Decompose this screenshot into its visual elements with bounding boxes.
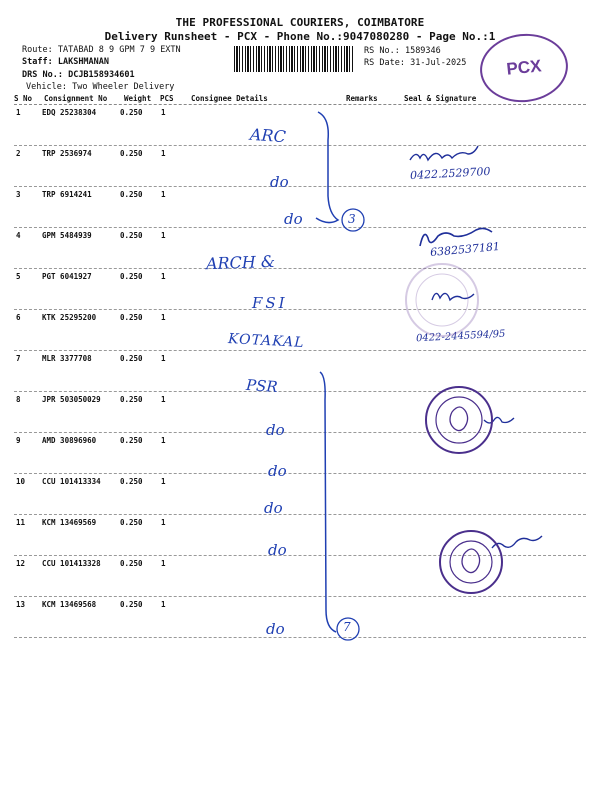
row-sno: 8 bbox=[16, 395, 21, 404]
row-pcs: 1 bbox=[161, 395, 166, 404]
col-remarks: Remarks bbox=[346, 94, 378, 103]
row-pcs: 1 bbox=[161, 518, 166, 527]
rs-date-label: RS Date: bbox=[364, 58, 405, 68]
count-circle-1 bbox=[342, 209, 364, 231]
row-pcs: 1 bbox=[161, 149, 166, 158]
row-weight: 0.250 bbox=[120, 518, 143, 527]
signature-row-8 bbox=[484, 417, 514, 423]
row-sno: 4 bbox=[16, 231, 21, 240]
row-weight: 0.250 bbox=[120, 600, 143, 609]
drs-value: DCJB158934601 bbox=[68, 70, 135, 80]
row-consignment-no: MLR 3377708 bbox=[42, 354, 92, 363]
handwritten-kotakal: KOTAKAL bbox=[227, 331, 305, 351]
row-consignment-no: AMD 30896960 bbox=[42, 436, 97, 445]
row-consignment-no: EDQ 25238304 bbox=[42, 108, 97, 117]
row-weight: 0.250 bbox=[120, 231, 143, 240]
faded-seal-1 bbox=[406, 264, 478, 336]
row-weight: 0.250 bbox=[120, 436, 143, 445]
company-seal-row-12 bbox=[440, 531, 502, 593]
vehicle-label: Vehicle: bbox=[26, 82, 67, 92]
row-consignment-no: CCU 101413334 bbox=[42, 477, 101, 486]
row-sno: 12 bbox=[16, 559, 26, 568]
company-title: THE PROFESSIONAL COURIERS, COIMBATORE bbox=[175, 16, 425, 29]
row-consignment-no: GPM 5484939 bbox=[42, 231, 92, 240]
row-pcs: 1 bbox=[161, 108, 166, 117]
handwritten-phone-2: 6382537181 bbox=[429, 239, 501, 260]
row-weight: 0.250 bbox=[120, 313, 143, 322]
row-sno: 6 bbox=[16, 313, 21, 322]
rs-no-label: RS No.: bbox=[364, 46, 400, 56]
row-weight: 0.250 bbox=[120, 108, 143, 117]
handwritten-arc: ARC bbox=[249, 124, 287, 147]
col-pcs: PCS bbox=[160, 94, 174, 103]
bracket-brace-1 bbox=[316, 112, 338, 223]
row-consignment-no: KTK 25295200 bbox=[42, 313, 97, 322]
col-weight: Weight bbox=[124, 94, 152, 103]
row-weight: 0.250 bbox=[120, 272, 143, 281]
handwritten-ditto-5: do bbox=[264, 499, 283, 517]
handwritten-psr: PSR bbox=[245, 375, 279, 397]
row-sno: 7 bbox=[16, 354, 21, 363]
row-sno: 9 bbox=[16, 436, 21, 445]
row-pcs: 1 bbox=[161, 272, 166, 281]
handwritten-arch: ARCH & bbox=[205, 251, 276, 274]
row-sno: 5 bbox=[16, 272, 21, 281]
company-seal-row-8 bbox=[426, 387, 492, 453]
route-label: Route: bbox=[22, 45, 53, 55]
route-value: TATABAD 8 9 GPM 7 9 EXTN bbox=[57, 45, 181, 55]
pcx-stamp: PCX bbox=[477, 30, 572, 107]
col-consignment: Consignment No bbox=[44, 94, 108, 103]
col-consignee: Consignee Details bbox=[191, 94, 268, 103]
row-sno: 10 bbox=[16, 477, 26, 486]
handwritten-ditto-1: do bbox=[270, 173, 289, 191]
rs-date-value: 31-Jul-2025 bbox=[410, 58, 467, 68]
row-consignment-no: TRP 2536974 bbox=[42, 149, 92, 158]
row-sno: 13 bbox=[16, 600, 26, 609]
row-pcs: 1 bbox=[161, 231, 166, 240]
handwritten-fsi: FSI bbox=[252, 294, 288, 312]
signature-row-2 bbox=[410, 146, 478, 160]
row-sno: 11 bbox=[16, 518, 26, 527]
handwritten-phone-3: 0422-2445594/95 bbox=[415, 328, 506, 345]
row-sno: 3 bbox=[16, 190, 21, 199]
handwritten-phone-1: 0422.2529700 bbox=[409, 164, 491, 183]
handwritten-ditto-7: do bbox=[266, 620, 285, 638]
row-pcs: 1 bbox=[161, 436, 166, 445]
col-seal-signature: Seal & Signature bbox=[404, 94, 477, 103]
signature-row-12 bbox=[492, 536, 542, 548]
row-consignment-no: PGT 6041927 bbox=[42, 272, 92, 281]
row-pcs: 1 bbox=[161, 477, 166, 486]
handwritten-count-2: 7 bbox=[343, 620, 351, 634]
staff-label: Staff: bbox=[22, 57, 53, 67]
row-sno: 1 bbox=[16, 108, 21, 117]
row-consignment-no: KCM 13469569 bbox=[42, 518, 97, 527]
row-pcs: 1 bbox=[161, 313, 166, 322]
handwritten-ditto-2: do bbox=[284, 210, 303, 228]
row-consignment-no: KCM 13469568 bbox=[42, 600, 97, 609]
vehicle-value: Two Wheeler Delivery bbox=[72, 82, 175, 92]
row-weight: 0.250 bbox=[120, 354, 143, 363]
rs-no-value: 1589346 bbox=[404, 46, 441, 56]
row-pcs: 1 bbox=[161, 600, 166, 609]
row-consignment-no: TRP 6914241 bbox=[42, 190, 92, 199]
row-pcs: 1 bbox=[161, 354, 166, 363]
count-circle-2 bbox=[337, 618, 359, 640]
handwritten-ditto-6: do bbox=[268, 541, 287, 559]
handwritten-ditto-3: do bbox=[266, 421, 285, 439]
row-consignment-no: JPR 503050029 bbox=[42, 395, 101, 404]
row-weight: 0.250 bbox=[120, 149, 143, 158]
row-pcs: 1 bbox=[161, 559, 166, 568]
row-weight: 0.250 bbox=[120, 395, 143, 404]
row-weight: 0.250 bbox=[120, 190, 143, 199]
bracket-line-2 bbox=[320, 372, 336, 632]
runsheet-subtitle: Delivery Runsheet - PCX - Phone No.:9047080280 - Page No.:1 bbox=[104, 30, 496, 43]
handwritten-count-1: 3 bbox=[348, 212, 356, 226]
handwritten-ditto-4: do bbox=[268, 462, 287, 480]
row-consignment-no: CCU 101413328 bbox=[42, 559, 101, 568]
row-pcs: 1 bbox=[161, 190, 166, 199]
signature-row-4 bbox=[420, 228, 492, 246]
row-weight: 0.250 bbox=[120, 477, 143, 486]
row-sno: 2 bbox=[16, 149, 21, 158]
staff-value: LAKSHMANAN bbox=[57, 57, 110, 67]
row-weight: 0.250 bbox=[120, 559, 143, 568]
drs-label: DRS No.: bbox=[22, 70, 63, 80]
col-sno: S No bbox=[14, 94, 33, 103]
